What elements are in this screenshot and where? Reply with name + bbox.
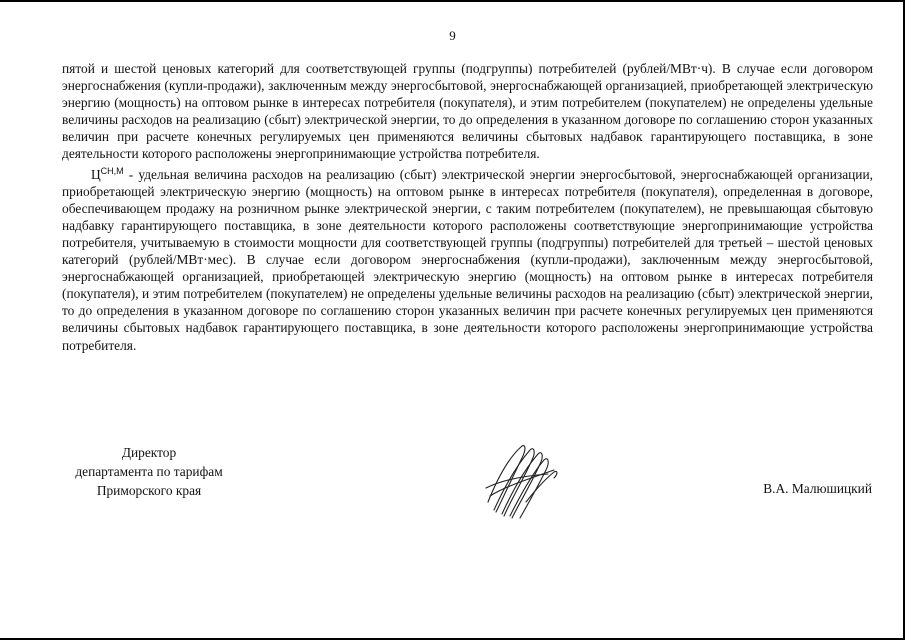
document-body <box>62 60 873 354</box>
signatory-title <box>64 443 234 500</box>
paragraph-continuation: пятой и шестой ценовых категорий для соответствующей группы (подгруппы) потребителей (рублей/МВт·ч). В случае если договором энергоснабжения (купли-продажи), заключенным между энергосбытовой, энергоснабжающей организацией, приобретающей электрическую энергию (мощность) на оптовом рынке в интересах потребителя (покупателя), и этим потребителем (покупателем) не определены удельные величины расходов на реализацию (сбыт) электрической энергии, то до определения в указанном договоре по соглашению сторон указанных величин при расчете конечных регулируемых цен применяются величины сбытовых надбавок гарантирующего поставщика, в зоне деятельности которого расположены энергопринимающие устройства потребителя. <box>62 61 873 162</box>
definition-text: - удельная величина расходов на реализацию (сбыт) электрической энергии энергосбытовой, энергоснабжающей организации, приобретающей электрическую энергию (мощность) на оптовом рынке в интересах потребителя (покупателя), определенная в договоре, обеспечивающем продажу на розничном рынке электрической энергии, с таким потребителем (покупателем), не превышающая сбытовую надбавку гарантирующего поставщика, в зоне деятельности которого расположены соответствующие энергопринимающие устройства потребителя, учитываемую в стоимости мощности для соответствующей группы (подгруппы) потребителей для третьей – шестой ценовых категорий (рублей/МВт·мес). В случае если договором энергоснабжения (купли-продажи), заключенным между энергосбытовой, энергоснабжающей организацией, приобретающей электрическую энергию (мощность) на оптовом рынке в интересах потребителя (покупателя), и этим потребителем (покупателем) не определены удельные величины расходов на реализацию (сбыт) электрической энергии, то до определения в указанном договоре по соглашению сторон указанных величин при расчете конечных регулируемых цен применяются величины сбытовых надбавок гарантирующего поставщика, в зоне деятельности которого расположены энергопринимающие устройства потребителя. <box>62 166 873 353</box>
signatory-title-line-2: департамента по тарифам <box>75 464 223 479</box>
page-number: 9 <box>449 28 456 43</box>
signatory-name: В.А. Малюшицкий <box>763 481 872 496</box>
signatory-title-line-3: Приморского края <box>96 483 202 498</box>
page-border-top <box>0 0 905 2</box>
paragraph-definition <box>62 163 873 354</box>
formula-symbol-base: Ц <box>91 166 101 182</box>
formula-symbol <box>91 167 124 182</box>
signatory-title-line-1: Директор <box>121 445 177 460</box>
formula-symbol-superscript: СН,М <box>100 165 124 176</box>
handwritten-signature <box>482 440 562 520</box>
